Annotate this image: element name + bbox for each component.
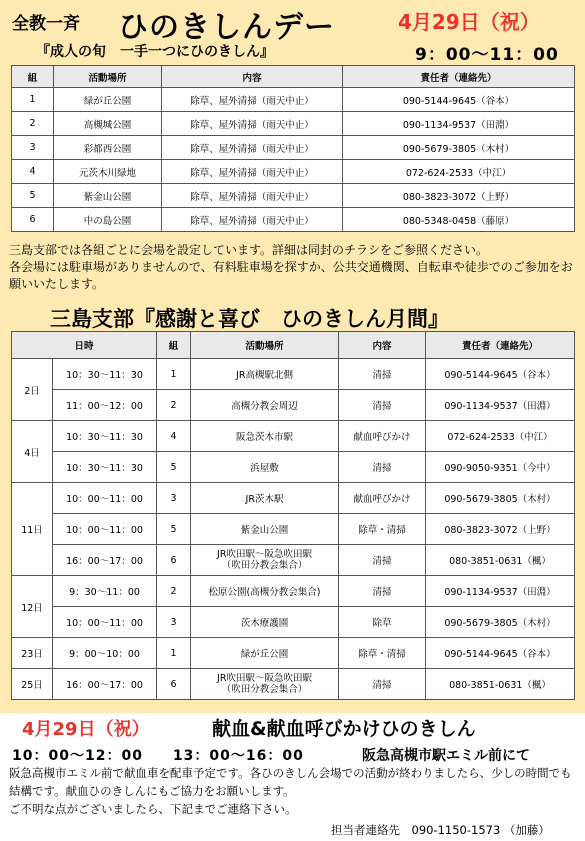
cell-place: 紫金山公園	[191, 514, 339, 545]
cell-day: 25日	[12, 669, 53, 700]
blood-time: 10：00〜12：00 13：00〜16：00	[12, 748, 304, 764]
header-time: 9：00〜11：00	[415, 45, 559, 65]
cell-contact: 080-3851-0631（楓）	[426, 669, 575, 700]
table-row	[12, 514, 575, 545]
col-header-contact: 責任者（連絡先）	[426, 332, 575, 359]
cell-content: 清掃	[339, 359, 426, 390]
cell-place: 高槻分教会周辺	[191, 390, 339, 421]
cell-group: 3	[12, 136, 54, 160]
cell-place: 緑が丘公園	[191, 638, 339, 669]
table-row	[12, 669, 575, 700]
cell-day: 4日	[12, 421, 53, 483]
col-header-place: 活動場所	[191, 332, 339, 359]
table-row	[12, 638, 575, 669]
branch-note: 三島支部では各組ごとに会場を設定しています。詳細は同封のチラシをご参照ください。 各会場には駐車場がありませんので、有料駐車場を探すか、公共交通機関、自転車や徒歩でのご参加をお願いいたします。	[9, 243, 573, 291]
cell-group: 3	[157, 483, 191, 514]
cell-contact: 090-1134-9537（田淵）	[426, 576, 575, 607]
cell-contact: 090-9050-9351（今中）	[426, 452, 575, 483]
cell-content: 清掃	[339, 545, 426, 576]
cell-place: 中の島公園	[54, 208, 162, 232]
table-row	[12, 576, 575, 607]
cell-content: 除草、屋外清掃（雨天中止）	[162, 184, 343, 208]
blood-date: 4月29日（祝）	[22, 719, 150, 740]
cell-contact: 090-1134-9537（田淵）	[426, 390, 575, 421]
table-row	[12, 160, 575, 184]
cell-day: 12日	[12, 576, 53, 638]
cell-content: 清掃	[339, 390, 426, 421]
cell-time: 10：30〜11：30	[53, 452, 157, 483]
cell-time: 10：00〜11：00	[53, 607, 157, 638]
cell-place: JR茨木駅	[191, 483, 339, 514]
cell-place: JR吹田駅〜阪急吹田駅 （吹田分教会集合）	[191, 545, 339, 576]
header-subtitle: 『成人の旬 一手一つにひのきしん』	[36, 44, 274, 60]
cell-contact: 090-5144-9645（谷本）	[426, 359, 575, 390]
cell-place: 彩都西公園	[54, 136, 162, 160]
cell-contact: 080-3823-3072（上野）	[426, 514, 575, 545]
cell-group: 1	[157, 638, 191, 669]
cell-content: 清掃	[339, 669, 426, 700]
cell-place: JR高槻駅北側	[191, 359, 339, 390]
cell-content: 除草・清掃	[339, 638, 426, 669]
cell-time: 10：00〜11：00	[53, 514, 157, 545]
table-row	[12, 545, 575, 576]
col-header-content: 内容	[162, 66, 343, 88]
header	[0, 0, 585, 64]
cell-day: 2日	[12, 359, 53, 421]
cell-place: 緑が丘公園	[54, 88, 162, 112]
contact-line: 担当者連絡先 090-1150-1573 （加藤）	[331, 823, 550, 837]
table-row	[12, 607, 575, 638]
cell-contact: 072-624-2533（中江）	[343, 160, 575, 184]
blood-text: 阪急高槻市エミル前で献血車を配車予定です。各ひのきしん会場での活動が終わりましたら、少しの時間でも結構です。献血ひのきしんにもご協力をお願いします。 ご不明な点がございましたら、下記までご連絡下さい。	[9, 766, 572, 816]
table-row	[12, 112, 575, 136]
schedule-table-2	[11, 331, 575, 700]
cell-group: 2	[12, 112, 54, 136]
table-row	[12, 452, 575, 483]
cell-place: 阪急茨木市駅	[191, 421, 339, 452]
col-header-group: 組	[157, 332, 191, 359]
table-row	[12, 390, 575, 421]
cell-group: 1	[12, 88, 54, 112]
cell-contact: 080-3823-3072（上野）	[343, 184, 575, 208]
cell-group: 6	[12, 208, 54, 232]
cell-contact: 090-1134-9537（田淵）	[343, 112, 575, 136]
table-row	[12, 359, 575, 390]
cell-group: 6	[157, 669, 191, 700]
cell-place: 高槻城公園	[54, 112, 162, 136]
table-header-row	[12, 66, 575, 88]
cell-group: 5	[12, 184, 54, 208]
table-row	[12, 88, 575, 112]
blood-title: 献血&献血呼びかけひのきしん	[212, 718, 476, 740]
col-header-place: 活動場所	[54, 66, 162, 88]
cell-time: 16：00〜17：00	[53, 669, 157, 700]
cell-contact: 090-5679-3805（木村）	[343, 136, 575, 160]
cell-group: 4	[12, 160, 54, 184]
cell-group: 2	[157, 390, 191, 421]
cell-content: 清掃	[339, 452, 426, 483]
cell-contact: 080-5348-0458（藤原）	[343, 208, 575, 232]
cell-contact: 090-5144-9645（谷本）	[343, 88, 575, 112]
table-row	[12, 184, 575, 208]
cell-content: 除草、屋外清掃（雨天中止）	[162, 112, 343, 136]
cell-place: 紫金山公園	[54, 184, 162, 208]
blood-place: 阪急高槻市駅エミル前にて	[362, 748, 530, 764]
cell-place: 松原公園(高槻分教会集合)	[191, 576, 339, 607]
table-row	[12, 208, 575, 232]
cell-place: 浜屋敷	[191, 452, 339, 483]
cell-time: 9：00〜10：00	[53, 638, 157, 669]
cell-time: 9：30〜11：00	[53, 576, 157, 607]
cell-day: 23日	[12, 638, 53, 669]
cell-time: 10：30〜11：30	[53, 421, 157, 452]
cell-content: 除草、屋外清掃（雨天中止）	[162, 136, 343, 160]
col-header-group: 組	[12, 66, 54, 88]
cell-time: 11：00〜12：00	[53, 390, 157, 421]
header-prefix: 全教一斉	[12, 14, 80, 34]
cell-place: 元茨木川緑地	[54, 160, 162, 184]
cell-content: 除草・清掃	[339, 514, 426, 545]
cell-contact: 090-5679-3805（木村）	[426, 483, 575, 514]
cell-contact: 090-5144-9645（谷本）	[426, 638, 575, 669]
cell-contact: 080-3851-0631（楓）	[426, 545, 575, 576]
cell-group: 5	[157, 452, 191, 483]
header-title: ひのきしんデー	[118, 10, 335, 45]
cell-time: 10：00〜11：00	[53, 483, 157, 514]
cell-time: 10：30〜11：30	[53, 359, 157, 390]
col-header-datetime: 日時	[12, 332, 157, 359]
col-header-content: 内容	[339, 332, 426, 359]
cell-contact: 072-624-2533（中江）	[426, 421, 575, 452]
cell-content: 除草、屋外清掃（雨天中止）	[162, 160, 343, 184]
cell-content: 除草、屋外清掃（雨天中止）	[162, 208, 343, 232]
header-date: 4月29日（祝）	[398, 10, 540, 34]
table-row	[12, 136, 575, 160]
col-header-contact: 責任者（連絡先）	[343, 66, 575, 88]
table-row	[12, 421, 575, 452]
cell-group: 2	[157, 576, 191, 607]
table-row	[12, 483, 575, 514]
cell-contact: 090-5679-3805（木村）	[426, 607, 575, 638]
cell-day: 11日	[12, 483, 53, 576]
cell-group: 5	[157, 514, 191, 545]
cell-content: 清掃	[339, 576, 426, 607]
cell-content: 除草、屋外清掃（雨天中止）	[162, 88, 343, 112]
cell-content: 献血呼びかけ	[339, 483, 426, 514]
cell-place: JR吹田駅〜阪急吹田駅 （吹田分教会集合）	[191, 669, 339, 700]
section-title: 三島支部『感謝と喜び ひのきしん月間』	[50, 307, 449, 331]
cell-group: 6	[157, 545, 191, 576]
cell-content: 除草	[339, 607, 426, 638]
schedule-table-1	[11, 65, 575, 232]
cell-content: 献血呼びかけ	[339, 421, 426, 452]
table-header-row	[12, 332, 575, 359]
cell-group: 4	[157, 421, 191, 452]
cell-group: 1	[157, 359, 191, 390]
cell-group: 3	[157, 607, 191, 638]
cell-place: 茨木療護園	[191, 607, 339, 638]
cell-time: 16：00〜17：00	[53, 545, 157, 576]
